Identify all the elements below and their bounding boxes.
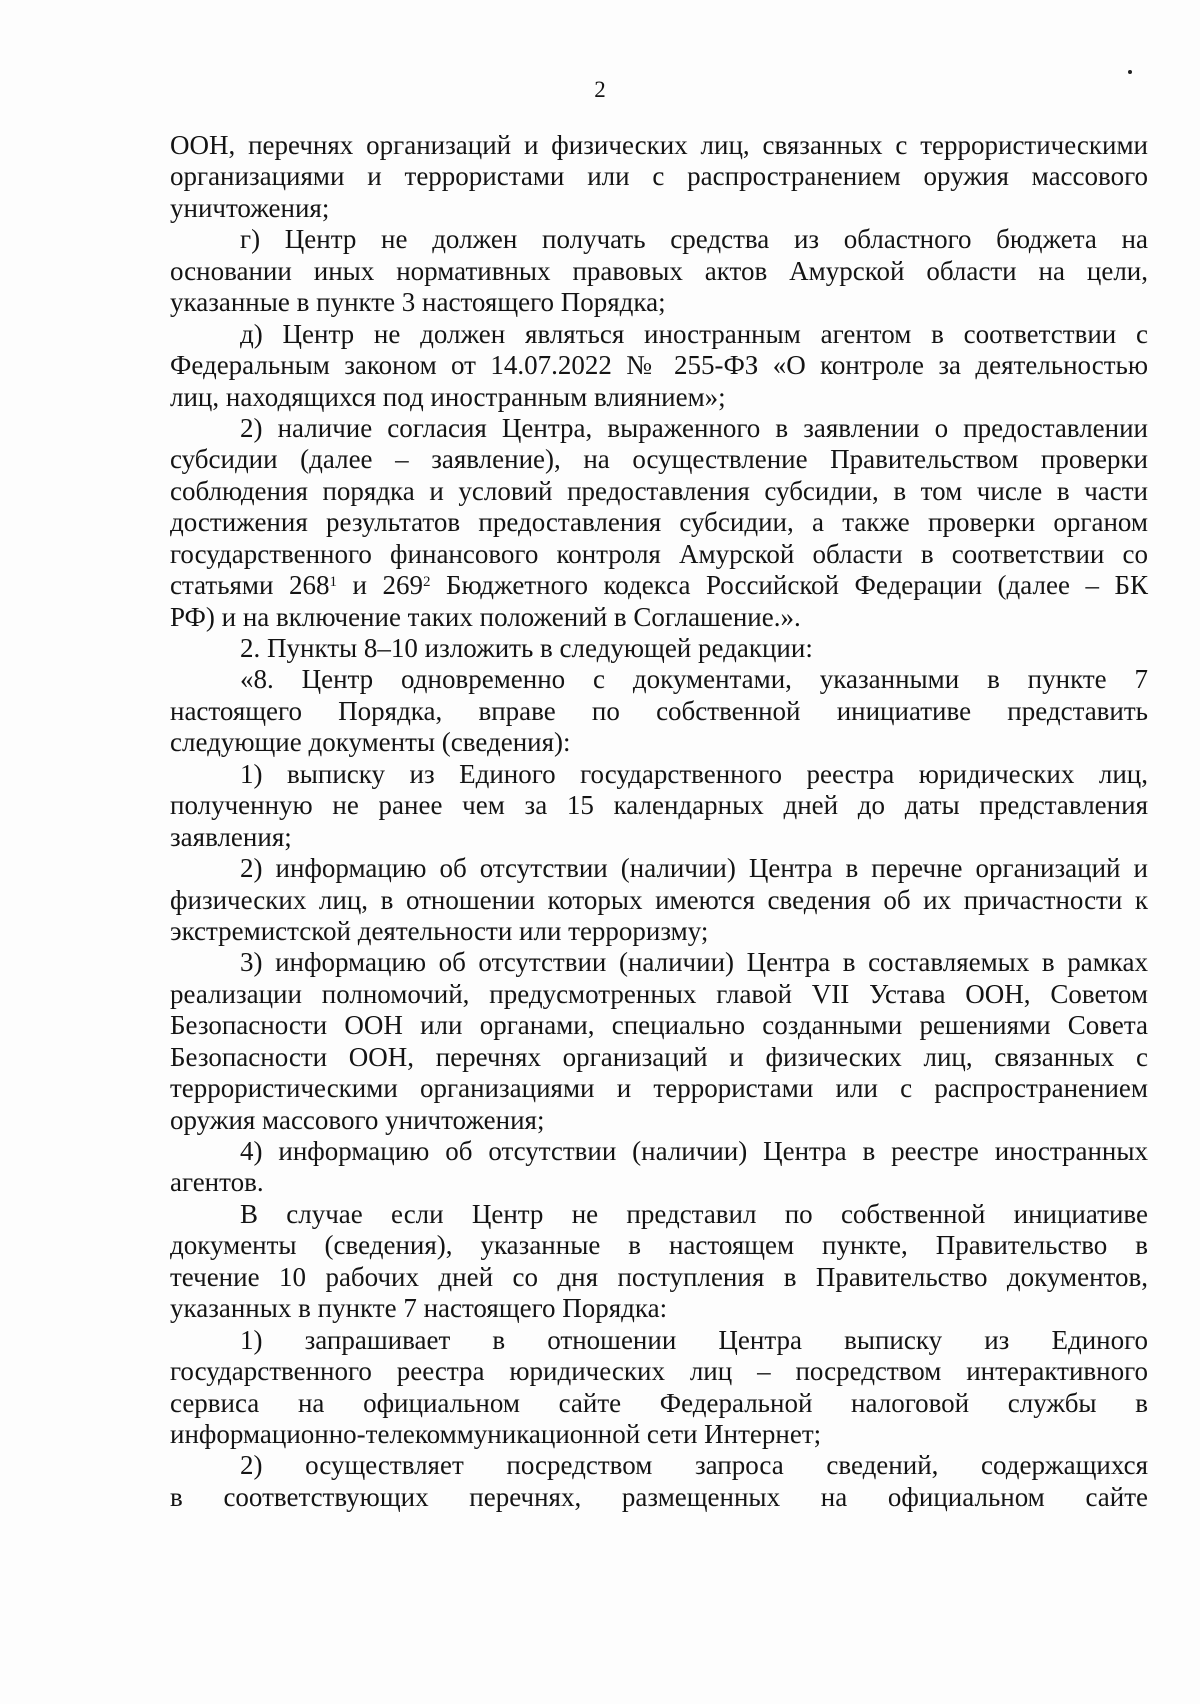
text-line [170, 822, 1148, 853]
line-text: 4) информацию об отсутствии (наличии) Центра в реестре иностранных [240, 1136, 1148, 1166]
line-text: достижения результатов предоставления субсидии, а также проверки органом [170, 507, 1148, 538]
line-text: полученную не ранее чем за 15 календарных дней до даты представления [170, 790, 1148, 821]
line-text: государственного финансового контроля Амурской области в соответствии со [170, 538, 1148, 569]
text-line [170, 790, 1148, 821]
text-line [170, 1199, 1148, 1230]
text-line [170, 319, 1148, 350]
line-text: оружия массового уничтожения; [170, 1104, 545, 1135]
text-line [170, 1262, 1148, 1293]
text-line [170, 1105, 1148, 1136]
line-text: г) Центр не должен получать средства из областного бюджета на [240, 224, 1148, 255]
text-line [170, 1042, 1148, 1073]
line-text: государственного реестра юридических лиц – посредством интерактивного [170, 1356, 1148, 1387]
text-line [170, 1450, 1148, 1481]
line-text: 1) выписку из Единого государственного реестра юридических лиц, [240, 758, 1148, 789]
line-text: В случае если Центр не представил по собственной инициативе [240, 1198, 1148, 1229]
line-text: Безопасности ООН или органами, специально созданными решениями Совета [170, 1010, 1148, 1041]
line-text: 2) наличие согласия Центра, выраженного в заявлении о предоставлении [240, 412, 1148, 443]
line-text: сервиса на официальном сайте Федеральной налоговой службы в [170, 1387, 1148, 1418]
line-text: и 269 [336, 570, 423, 601]
line-text: следующие документы (сведения): [170, 727, 571, 758]
text-line [170, 1325, 1148, 1356]
text-line [170, 1230, 1148, 1261]
line-text: указанных в пункте 7 настоящего Порядка: [170, 1293, 668, 1324]
line-text: 2) информацию об отсутствии (наличии) Центра в перечне организаций и [240, 853, 1148, 884]
line-text: РФ) и на включение таких положений в Соглашение.». [170, 601, 801, 632]
line-text: д) Центр не должен являться иностранным агентом в соответствии с [240, 318, 1148, 349]
text-line [170, 916, 1148, 947]
line-text: Безопасности ООН, перечнях организаций и физических лиц, связанных с [170, 1041, 1148, 1072]
text-line [170, 885, 1148, 916]
text-line [170, 507, 1148, 538]
line-text: физических лиц, в отношении которых имеются сведения об их причастности к [170, 884, 1148, 915]
line-text: соблюдения порядка и условий предоставления субсидии, в том числе в части [170, 475, 1148, 506]
line-text: организациями и террористами или с распространением оружия массового [170, 161, 1148, 192]
text-line [170, 1010, 1148, 1041]
line-text: ООН, перечнях организаций и физических лиц, связанных с террористическими [170, 130, 1148, 160]
line-text: заявления; [170, 821, 292, 852]
text-line [170, 224, 1148, 255]
text-line [170, 1073, 1148, 1104]
text-line [170, 382, 1148, 413]
line-text: реализации полномочий, предусмотренных главой VII Устава ООН, Советом [170, 978, 1148, 1009]
line-text: 3) информацию об отсутствии (наличии) Центра в составляемых в рамках [240, 947, 1148, 978]
scan-speck [1128, 70, 1132, 74]
text-line [170, 1482, 1148, 1513]
text-line [170, 256, 1148, 287]
text-line [170, 350, 1148, 381]
line-text: настоящего Порядка, вправе по собственной инициативе представить [170, 695, 1148, 726]
text-line [170, 570, 1148, 601]
line-text: террористическими организациями и террористами или с распространением [170, 1073, 1148, 1104]
line-text: статьями 268 [170, 570, 330, 601]
line-text: 2) осуществляет посредством запроса сведений, содержащихся [240, 1450, 1148, 1481]
text-line [170, 413, 1148, 444]
text-line [170, 130, 1148, 161]
line-text: субсидии (далее – заявление), на осуществление Правительством проверки [170, 444, 1148, 475]
line-text: в соответствующих перечнях, размещенных на официальном сайте [170, 1481, 1148, 1512]
line-text: основании иных нормативных правовых актов Амурской области на цели, [170, 255, 1148, 286]
line-text: указанные в пункте 3 настоящего Порядка; [170, 287, 666, 318]
text-line [170, 602, 1148, 633]
line-text: уничтожения; [170, 192, 330, 223]
text-line [170, 1293, 1148, 1324]
line-text: Бюджетного кодекса Российской Федерации (далее – БК [430, 570, 1148, 601]
document-body [170, 130, 1148, 1513]
line-text: агентов. [170, 1167, 264, 1198]
line-text: 2. Пункты 8–10 изложить в следующей редакции: [240, 633, 813, 663]
line-text: «8. Центр одновременно с документами, указанными в пункте 7 [240, 664, 1148, 695]
text-line [170, 696, 1148, 727]
superscript: 1 [329, 573, 337, 590]
page-number: 2 [594, 77, 606, 102]
text-line [170, 664, 1148, 695]
text-line [170, 193, 1148, 224]
text-line [170, 979, 1148, 1010]
line-text: экстремистской деятельности или терроризму; [170, 915, 709, 946]
text-line [170, 1419, 1148, 1450]
line-text: 1) запрашивает в отношении Центра выписку из Единого [240, 1324, 1148, 1355]
line-text: информационно-телекоммуникационной сети Интернет; [170, 1418, 822, 1449]
text-line [170, 1167, 1148, 1198]
text-line [170, 1388, 1148, 1419]
text-line [170, 727, 1148, 758]
text-line [170, 1136, 1148, 1167]
text-line [170, 539, 1148, 570]
text-line [170, 633, 1148, 664]
text-line [170, 287, 1148, 318]
line-text: документы (сведения), указанные в настоящем пункте, Правительство в [170, 1230, 1148, 1261]
line-text: Федеральным законом от 14.07.2022 № 255-ФЗ «О контроле за деятельностью [170, 350, 1148, 381]
text-line [170, 853, 1148, 884]
text-line [170, 1356, 1148, 1387]
superscript: 2 [422, 573, 431, 590]
text-line [170, 444, 1148, 475]
text-line [170, 759, 1148, 790]
text-line [170, 947, 1148, 978]
text-line [170, 476, 1148, 507]
text-line [170, 161, 1148, 192]
line-text: течение 10 рабочих дней со дня поступления в Правительство документов, [170, 1261, 1148, 1292]
line-text: лиц, находящихся под иностранным влиянием»; [170, 381, 726, 412]
